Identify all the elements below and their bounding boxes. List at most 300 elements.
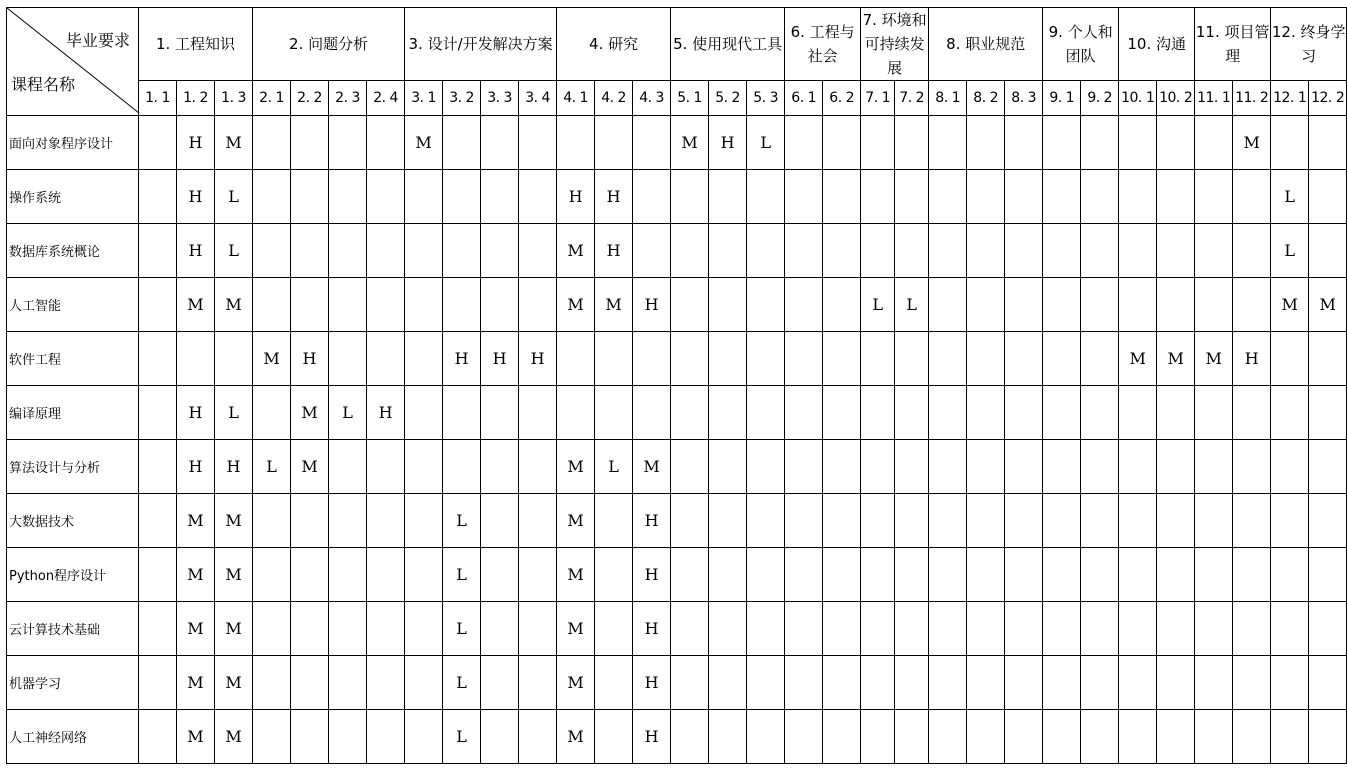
support-level-cell: H bbox=[633, 656, 671, 710]
support-level-cell: M bbox=[557, 548, 595, 602]
support-level-cell bbox=[1005, 116, 1043, 170]
support-level-cell bbox=[747, 332, 785, 386]
support-level-cell bbox=[253, 656, 291, 710]
course-name: 算法设计与分析 bbox=[7, 440, 139, 494]
support-level-cell: M bbox=[595, 278, 633, 332]
support-level-cell bbox=[481, 602, 519, 656]
support-level-cell: M bbox=[177, 656, 215, 710]
support-level-cell bbox=[861, 332, 895, 386]
support-level-cell bbox=[253, 116, 291, 170]
requirement-group-header: 1. 工程知识 bbox=[139, 8, 253, 81]
support-level-cell: M bbox=[177, 602, 215, 656]
support-level-cell bbox=[709, 548, 747, 602]
requirement-group-header: 4. 研究 bbox=[557, 8, 671, 81]
support-level-cell bbox=[329, 494, 367, 548]
support-level-cell: L bbox=[595, 440, 633, 494]
support-level-cell bbox=[1005, 602, 1043, 656]
support-level-cell bbox=[785, 548, 823, 602]
support-level-cell bbox=[329, 116, 367, 170]
support-level-cell: M bbox=[177, 494, 215, 548]
support-level-cell bbox=[967, 440, 1005, 494]
support-level-cell bbox=[785, 278, 823, 332]
requirement-group-header: 12. 终身学习 bbox=[1271, 8, 1347, 81]
support-level-cell bbox=[519, 710, 557, 764]
support-level-cell bbox=[405, 224, 443, 278]
support-level-cell bbox=[1081, 548, 1119, 602]
support-level-cell bbox=[671, 224, 709, 278]
support-level-cell bbox=[519, 116, 557, 170]
support-level-cell bbox=[1081, 440, 1119, 494]
support-level-cell bbox=[785, 170, 823, 224]
support-level-cell bbox=[253, 224, 291, 278]
support-level-cell: L bbox=[215, 170, 253, 224]
support-level-cell: M bbox=[215, 710, 253, 764]
support-level-cell bbox=[785, 656, 823, 710]
support-level-cell bbox=[329, 170, 367, 224]
support-level-cell bbox=[1233, 440, 1271, 494]
subrequirement-header: 3. 1 bbox=[405, 81, 443, 116]
support-level-cell: M bbox=[1157, 332, 1195, 386]
subrequirement-header: 11. 1 bbox=[1195, 81, 1233, 116]
support-level-cell bbox=[747, 494, 785, 548]
support-level-cell bbox=[1005, 548, 1043, 602]
support-level-cell bbox=[519, 494, 557, 548]
support-level-cell bbox=[1157, 494, 1195, 548]
support-level-cell bbox=[443, 278, 481, 332]
support-level-cell: L bbox=[329, 386, 367, 440]
course-name: 云计算技术基础 bbox=[7, 602, 139, 656]
support-level-cell bbox=[1271, 332, 1309, 386]
support-level-cell bbox=[929, 116, 967, 170]
support-level-cell: H bbox=[595, 170, 633, 224]
support-level-cell bbox=[1043, 332, 1081, 386]
support-level-cell bbox=[861, 656, 895, 710]
support-level-cell bbox=[1119, 440, 1157, 494]
support-level-cell bbox=[895, 548, 929, 602]
support-level-cell bbox=[1043, 170, 1081, 224]
support-level-cell bbox=[1005, 494, 1043, 548]
support-level-cell: H bbox=[215, 440, 253, 494]
support-level-cell bbox=[1119, 656, 1157, 710]
support-level-cell bbox=[519, 386, 557, 440]
course-name: 数据库系统概论 bbox=[7, 224, 139, 278]
support-level-cell bbox=[861, 440, 895, 494]
support-level-cell bbox=[291, 710, 329, 764]
support-level-cell bbox=[1195, 548, 1233, 602]
support-level-cell bbox=[671, 548, 709, 602]
support-level-cell bbox=[1119, 116, 1157, 170]
support-level-cell bbox=[861, 170, 895, 224]
support-level-cell bbox=[1233, 386, 1271, 440]
support-level-cell bbox=[177, 332, 215, 386]
support-level-cell bbox=[481, 440, 519, 494]
support-level-cell bbox=[1005, 386, 1043, 440]
matrix-frame bbox=[6, 7, 1347, 764]
support-level-cell: H bbox=[177, 386, 215, 440]
support-level-cell bbox=[253, 548, 291, 602]
support-level-cell bbox=[823, 278, 861, 332]
corner-course-label: 课程名称 bbox=[11, 75, 76, 94]
support-level-cell bbox=[1119, 602, 1157, 656]
support-level-cell bbox=[967, 494, 1005, 548]
support-level-cell bbox=[1271, 116, 1309, 170]
support-level-cell bbox=[1271, 602, 1309, 656]
course-name: 编译原理 bbox=[7, 386, 139, 440]
support-level-cell bbox=[1233, 656, 1271, 710]
support-level-cell bbox=[329, 602, 367, 656]
requirements-matrix-table bbox=[6, 7, 1347, 764]
group-header-row bbox=[7, 8, 1347, 81]
support-level-cell bbox=[253, 602, 291, 656]
support-level-cell bbox=[1309, 548, 1347, 602]
support-level-cell: H bbox=[443, 332, 481, 386]
support-level-cell bbox=[823, 170, 861, 224]
support-level-cell bbox=[1005, 656, 1043, 710]
support-level-cell bbox=[1157, 548, 1195, 602]
support-level-cell bbox=[329, 332, 367, 386]
support-level-cell bbox=[139, 710, 177, 764]
support-level-cell bbox=[709, 170, 747, 224]
support-level-cell bbox=[367, 710, 405, 764]
support-level-cell bbox=[967, 710, 1005, 764]
support-level-cell bbox=[139, 116, 177, 170]
support-level-cell bbox=[785, 602, 823, 656]
subrequirement-header: 3. 3 bbox=[481, 81, 519, 116]
support-level-cell bbox=[1157, 440, 1195, 494]
course-name: Python程序设计 bbox=[7, 548, 139, 602]
support-level-cell bbox=[1005, 710, 1043, 764]
support-level-cell bbox=[367, 332, 405, 386]
support-level-cell bbox=[443, 440, 481, 494]
support-level-cell bbox=[481, 656, 519, 710]
support-level-cell bbox=[519, 548, 557, 602]
support-level-cell bbox=[861, 224, 895, 278]
support-level-cell bbox=[1195, 494, 1233, 548]
support-level-cell bbox=[291, 548, 329, 602]
support-level-cell: L bbox=[443, 656, 481, 710]
support-level-cell bbox=[1043, 278, 1081, 332]
support-level-cell bbox=[291, 494, 329, 548]
support-level-cell bbox=[709, 494, 747, 548]
support-level-cell bbox=[1081, 386, 1119, 440]
support-level-cell bbox=[633, 224, 671, 278]
support-level-cell bbox=[367, 656, 405, 710]
support-level-cell bbox=[785, 494, 823, 548]
support-level-cell bbox=[329, 710, 367, 764]
support-level-cell bbox=[895, 332, 929, 386]
support-level-cell bbox=[253, 278, 291, 332]
support-level-cell: M bbox=[633, 440, 671, 494]
support-level-cell bbox=[1233, 602, 1271, 656]
course-row bbox=[7, 278, 1347, 332]
support-level-cell: H bbox=[481, 332, 519, 386]
subrequirement-header: 2. 3 bbox=[329, 81, 367, 116]
support-level-cell bbox=[1195, 386, 1233, 440]
support-level-cell bbox=[139, 170, 177, 224]
support-level-cell: L bbox=[747, 116, 785, 170]
support-level-cell bbox=[709, 440, 747, 494]
support-level-cell bbox=[291, 656, 329, 710]
support-level-cell bbox=[519, 278, 557, 332]
support-level-cell bbox=[481, 170, 519, 224]
support-level-cell: H bbox=[1233, 332, 1271, 386]
support-level-cell bbox=[929, 494, 967, 548]
support-level-cell: M bbox=[291, 440, 329, 494]
support-level-cell: H bbox=[177, 170, 215, 224]
support-level-cell bbox=[1005, 278, 1043, 332]
subrequirement-header: 5. 1 bbox=[671, 81, 709, 116]
support-level-cell bbox=[1043, 440, 1081, 494]
support-level-cell bbox=[747, 440, 785, 494]
support-level-cell bbox=[329, 278, 367, 332]
course-name: 软件工程 bbox=[7, 332, 139, 386]
subrequirement-header: 3. 4 bbox=[519, 81, 557, 116]
support-level-cell: L bbox=[253, 440, 291, 494]
support-level-cell: M bbox=[177, 548, 215, 602]
support-level-cell bbox=[747, 224, 785, 278]
support-level-cell: M bbox=[253, 332, 291, 386]
support-level-cell bbox=[823, 548, 861, 602]
support-level-cell bbox=[861, 602, 895, 656]
support-level-cell bbox=[367, 548, 405, 602]
support-level-cell bbox=[367, 116, 405, 170]
support-level-cell bbox=[709, 278, 747, 332]
support-level-cell bbox=[139, 548, 177, 602]
subrequirement-header: 9. 2 bbox=[1081, 81, 1119, 116]
course-name: 人工神经网络 bbox=[7, 710, 139, 764]
support-level-cell bbox=[367, 170, 405, 224]
support-level-cell bbox=[1157, 602, 1195, 656]
support-level-cell bbox=[139, 224, 177, 278]
support-level-cell bbox=[481, 278, 519, 332]
support-level-cell bbox=[519, 170, 557, 224]
support-level-cell bbox=[1081, 278, 1119, 332]
support-level-cell bbox=[895, 494, 929, 548]
support-level-cell: M bbox=[557, 278, 595, 332]
subrequirement-header: 1. 3 bbox=[215, 81, 253, 116]
support-level-cell bbox=[1157, 278, 1195, 332]
support-level-cell: H bbox=[367, 386, 405, 440]
course-name: 人工智能 bbox=[7, 278, 139, 332]
support-level-cell bbox=[595, 710, 633, 764]
support-level-cell: M bbox=[557, 440, 595, 494]
subrequirement-header: 9. 1 bbox=[1043, 81, 1081, 116]
support-level-cell bbox=[443, 224, 481, 278]
support-level-cell: H bbox=[709, 116, 747, 170]
support-level-cell: M bbox=[215, 548, 253, 602]
corner-requirements-label: 毕业要求 bbox=[65, 31, 130, 50]
support-level-cell bbox=[1195, 170, 1233, 224]
support-level-cell: L bbox=[1271, 170, 1309, 224]
support-level-cell bbox=[709, 332, 747, 386]
support-level-cell bbox=[329, 224, 367, 278]
support-level-cell bbox=[405, 656, 443, 710]
subrequirement-header: 8. 2 bbox=[967, 81, 1005, 116]
support-level-cell bbox=[929, 332, 967, 386]
requirement-group-header: 5. 使用现代工具 bbox=[671, 8, 785, 81]
course-row bbox=[7, 440, 1347, 494]
support-level-cell bbox=[895, 116, 929, 170]
support-level-cell bbox=[481, 386, 519, 440]
support-level-cell bbox=[1309, 656, 1347, 710]
support-level-cell bbox=[929, 548, 967, 602]
support-level-cell bbox=[895, 710, 929, 764]
requirement-group-header: 9. 个人和团队 bbox=[1043, 8, 1119, 81]
support-level-cell bbox=[1195, 224, 1233, 278]
support-level-cell bbox=[405, 386, 443, 440]
requirement-group-header: 11. 项目管理 bbox=[1195, 8, 1271, 81]
support-level-cell bbox=[405, 332, 443, 386]
support-level-cell bbox=[895, 656, 929, 710]
support-level-cell bbox=[929, 224, 967, 278]
corner-header bbox=[7, 8, 139, 116]
support-level-cell bbox=[1157, 170, 1195, 224]
support-level-cell bbox=[1043, 710, 1081, 764]
support-level-cell bbox=[823, 710, 861, 764]
support-level-cell bbox=[633, 116, 671, 170]
support-level-cell bbox=[1005, 440, 1043, 494]
support-level-cell bbox=[481, 116, 519, 170]
support-level-cell: M bbox=[1119, 332, 1157, 386]
support-level-cell bbox=[253, 710, 291, 764]
support-level-cell: H bbox=[633, 548, 671, 602]
support-level-cell bbox=[929, 170, 967, 224]
support-level-cell bbox=[861, 386, 895, 440]
support-level-cell bbox=[405, 602, 443, 656]
support-level-cell bbox=[633, 170, 671, 224]
support-level-cell bbox=[671, 602, 709, 656]
support-level-cell bbox=[967, 224, 1005, 278]
course-row bbox=[7, 224, 1347, 278]
support-level-cell bbox=[709, 602, 747, 656]
support-level-cell bbox=[929, 386, 967, 440]
support-level-cell: L bbox=[215, 386, 253, 440]
support-level-cell: H bbox=[633, 278, 671, 332]
support-level-cell: H bbox=[595, 224, 633, 278]
support-level-cell bbox=[823, 656, 861, 710]
subcolumn-header-row bbox=[7, 81, 1347, 116]
support-level-cell bbox=[1195, 278, 1233, 332]
support-level-cell bbox=[671, 332, 709, 386]
subrequirement-header: 10. 2 bbox=[1157, 81, 1195, 116]
support-level-cell: M bbox=[671, 116, 709, 170]
support-level-cell bbox=[785, 224, 823, 278]
support-level-cell bbox=[1309, 710, 1347, 764]
support-level-cell bbox=[1081, 224, 1119, 278]
support-level-cell bbox=[1043, 224, 1081, 278]
support-level-cell bbox=[929, 710, 967, 764]
support-level-cell bbox=[481, 494, 519, 548]
support-level-cell bbox=[367, 494, 405, 548]
support-level-cell bbox=[1309, 440, 1347, 494]
course-row bbox=[7, 710, 1347, 764]
support-level-cell bbox=[823, 386, 861, 440]
support-level-cell bbox=[785, 116, 823, 170]
subrequirement-header: 1. 2 bbox=[177, 81, 215, 116]
support-level-cell bbox=[405, 494, 443, 548]
support-level-cell bbox=[1195, 440, 1233, 494]
subrequirement-header: 1. 1 bbox=[139, 81, 177, 116]
support-level-cell bbox=[139, 332, 177, 386]
support-level-cell bbox=[1043, 116, 1081, 170]
support-level-cell bbox=[291, 602, 329, 656]
support-level-cell bbox=[291, 170, 329, 224]
support-level-cell bbox=[1157, 386, 1195, 440]
support-level-cell bbox=[1081, 494, 1119, 548]
support-level-cell bbox=[895, 224, 929, 278]
support-level-cell: H bbox=[633, 494, 671, 548]
support-level-cell: H bbox=[177, 224, 215, 278]
support-level-cell bbox=[291, 116, 329, 170]
support-level-cell bbox=[1157, 224, 1195, 278]
support-level-cell: M bbox=[557, 224, 595, 278]
course-row bbox=[7, 170, 1347, 224]
support-level-cell bbox=[929, 602, 967, 656]
support-level-cell bbox=[139, 494, 177, 548]
support-level-cell bbox=[405, 710, 443, 764]
support-level-cell bbox=[1119, 170, 1157, 224]
subrequirement-header: 5. 3 bbox=[747, 81, 785, 116]
support-level-cell bbox=[1309, 602, 1347, 656]
support-level-cell bbox=[595, 656, 633, 710]
support-level-cell: L bbox=[443, 710, 481, 764]
support-level-cell: H bbox=[519, 332, 557, 386]
support-level-cell bbox=[967, 548, 1005, 602]
support-level-cell bbox=[929, 656, 967, 710]
support-level-cell bbox=[747, 710, 785, 764]
support-level-cell bbox=[1005, 224, 1043, 278]
support-level-cell bbox=[747, 170, 785, 224]
support-level-cell: L bbox=[895, 278, 929, 332]
support-level-cell bbox=[367, 602, 405, 656]
support-level-cell bbox=[823, 116, 861, 170]
support-level-cell bbox=[671, 278, 709, 332]
support-level-cell bbox=[1233, 170, 1271, 224]
support-level-cell bbox=[595, 494, 633, 548]
support-level-cell bbox=[1271, 440, 1309, 494]
support-level-cell bbox=[139, 656, 177, 710]
support-level-cell bbox=[1195, 656, 1233, 710]
support-level-cell: M bbox=[177, 278, 215, 332]
course-name: 操作系统 bbox=[7, 170, 139, 224]
support-level-cell bbox=[1157, 116, 1195, 170]
support-level-cell bbox=[633, 332, 671, 386]
support-level-cell bbox=[1043, 656, 1081, 710]
support-level-cell bbox=[1271, 710, 1309, 764]
support-level-cell bbox=[1233, 494, 1271, 548]
support-level-cell bbox=[1309, 170, 1347, 224]
support-level-cell bbox=[291, 224, 329, 278]
subrequirement-header: 12. 2 bbox=[1309, 81, 1347, 116]
support-level-cell bbox=[967, 602, 1005, 656]
support-level-cell: M bbox=[215, 656, 253, 710]
support-level-cell bbox=[895, 440, 929, 494]
support-level-cell bbox=[519, 656, 557, 710]
support-level-cell bbox=[1119, 710, 1157, 764]
support-level-cell: M bbox=[557, 602, 595, 656]
support-level-cell bbox=[1309, 332, 1347, 386]
course-name: 大数据技术 bbox=[7, 494, 139, 548]
course-row bbox=[7, 116, 1347, 170]
support-level-cell: M bbox=[177, 710, 215, 764]
support-level-cell bbox=[519, 602, 557, 656]
support-level-cell bbox=[329, 440, 367, 494]
support-level-cell bbox=[1309, 224, 1347, 278]
support-level-cell: M bbox=[1233, 116, 1271, 170]
support-level-cell: M bbox=[291, 386, 329, 440]
subrequirement-header: 5. 2 bbox=[709, 81, 747, 116]
support-level-cell bbox=[1309, 116, 1347, 170]
